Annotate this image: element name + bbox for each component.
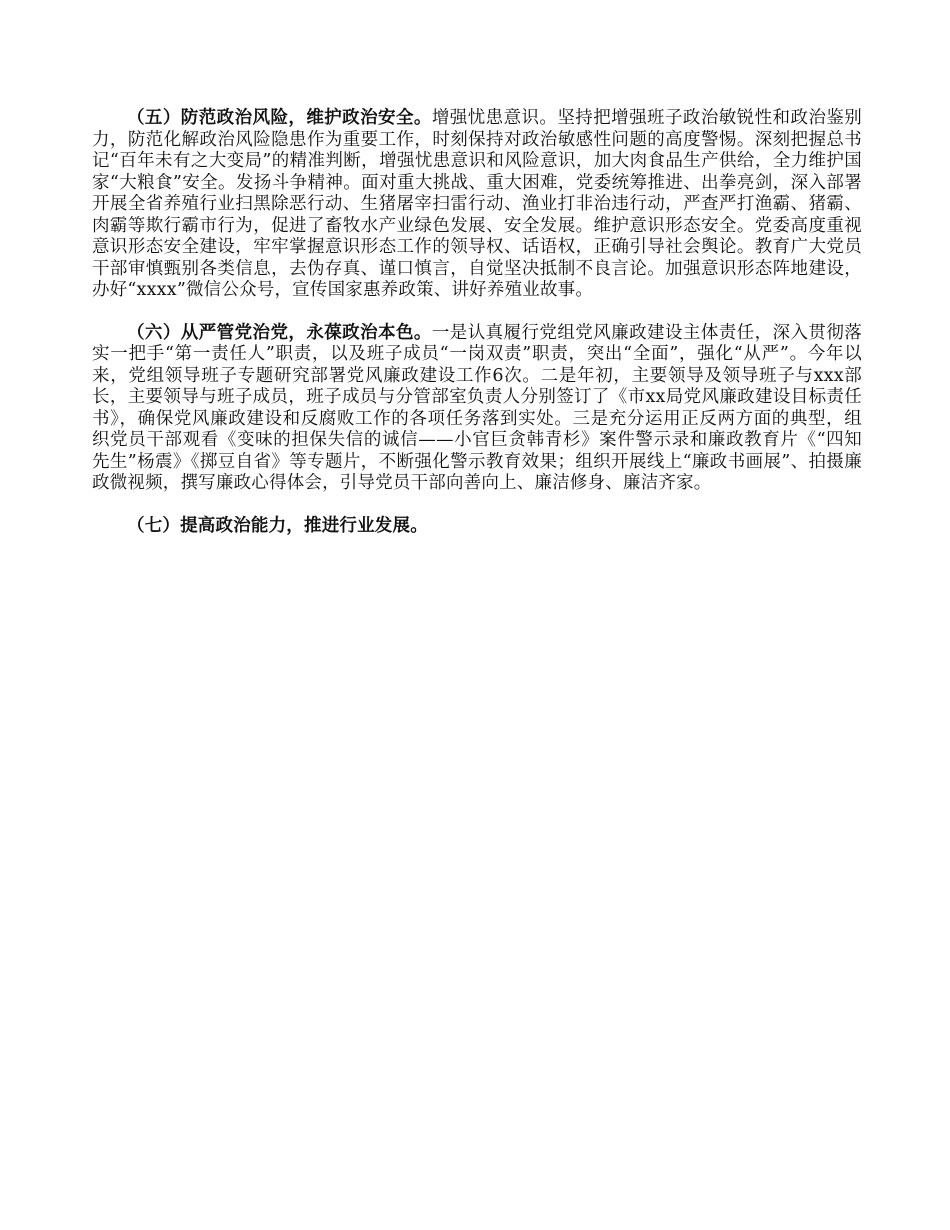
paragraph-text: 一是认真履行党组党风廉政建设主体责任，深入贯彻落实一把手“第一责任人”职责，以及班子成员“一岗双责”职责，突出“全面”，强化“从严”。今年以来，党组领导班子专题研究部署党风廉政建设工作6次。二是年初，主要领导及领导班子与xxx部长，主要领导与班子成员，班子成员与分管部室负责人分别签订了《市xx局党风廉政建设目标责任书》，确保党风廉政建设和反腐败工作的各项任务落到实处。三是充分运用正反两方面的典型，组织党员干部观看《变味的担保失信的诚信——小官巨贪韩青杉》案件警示录和廉政教育片《“四知先生”杨震》《掷豆自省》等专题片，不断强化警示教育效果；组织开展线上“廉政书画展”、拍摄廉政微视频，撰写廉政心得体会，引导党员干部向善向上、廉洁修身、廉洁齐家。 xyxy=(92,322,862,493)
paragraph-party-discipline xyxy=(92,323,862,495)
paragraph-text: 增强忧患意识。坚持把增强班子政治敏锐性和政治鉴别力，防范化解政治风险隐患作为重要工作，时刻保持对政治敏感性问题的高度警惕。深刻把握总书记“百年未有之大变局”的精准判断，增强忧患意识和风险意识，加大肉食品生产供给，全力维护国家“大粮食”安全。发扬斗争精神。面对重大挑战、重大困难，党委统筹推进、出拳亮剑，深入部署开展全省养殖行业扫黑除恶行动、生猪屠宰扫雷行动、渔业打非治违行动，严查严打渔霸、猪霸、肉霸等欺行霸市行为，促进了畜牧水产业绿色发展、安全发展。维护意识形态安全。党委高度重视意识形态安全建设，牢牢掌握意识形态工作的领导权、话语权，正确引导社会舆论。教育广大党员干部审慎甄别各类信息，去伪存真、谨口慎言，自觉坚决抵制不良言论。加强意识形态阵地建设，办好“xxxx”微信公众号，宣传国家惠养政策、讲好养殖业故事。 xyxy=(92,108,862,300)
paragraph-heading: （七）提高政治能力，推进行业发展。 xyxy=(127,515,428,536)
paragraph-political-risk xyxy=(92,108,862,302)
document-body xyxy=(92,108,862,558)
paragraph-heading: （六）从严管党治党，永葆政治本色。 xyxy=(127,322,432,343)
paragraph-heading: （五）防范政治风险，维护政治安全。 xyxy=(127,108,432,128)
paragraph-political-capacity xyxy=(92,516,862,538)
